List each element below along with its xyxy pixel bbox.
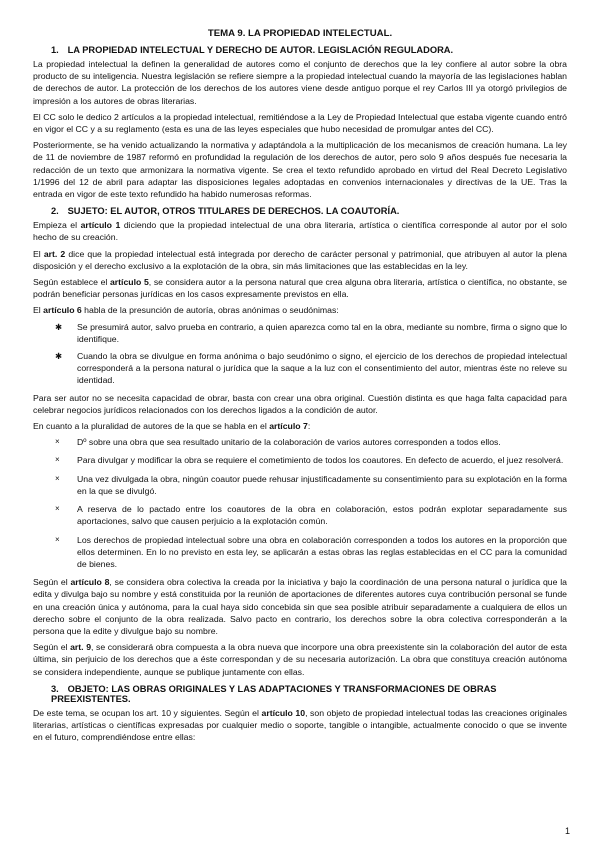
text: , se considera autor a la persona natural que crea alguna obra literaria, artística o científica, no obstante, se podrán beneficiar personas jurídicas en los casos expresamente previstos en ella.	[33, 277, 567, 300]
bullet-cross-icon: ×	[55, 504, 60, 514]
section-title: LA PROPIEDAD INTELECTUAL Y DERECHO DE AUTOR. LEGISLACIÓN REGULADORA.	[67, 45, 454, 55]
list-item	[33, 503, 567, 527]
paragraph: La propiedad intelectual la definen la generalidad de autores como el conjunto de derechos que la ley confiere al autor sobre la obra producto de su inteligencia. Nuestra legislación se refiere siempre a la propiedad intelectual cuando la mayoría de las legislaciones hablan de derechos de autor. La protección de los derechos de los autores viene desde antiguo porque el rey Carlos III ya otorgó privilegios de impresión a los autores de obras literarias.	[33, 59, 567, 106]
presumption-list	[33, 321, 567, 387]
text: El	[33, 248, 44, 259]
paragraph: Para ser autor no se necesita capacidad de obrar, basta con crear una obra original. Cuestión distinta es que haga falta capacidad para celebrar negocios jurídicos relacionados con los derechos ligados a la condición de autor.	[33, 392, 567, 415]
list-item-text: A reserva de lo pactado entre los coautores de la obra en colaboración, estos podrán explotar separadamente sus aportaciones, salvo que causen perjuicio a la explotación común.	[77, 504, 567, 527]
list-item	[33, 350, 567, 387]
bullet-star-icon: ✱	[55, 321, 63, 332]
list-item-text: Cuando la obra se divulgue en forma anónima o bajo seudónimo o signo, el ejercicio de los derechos de propiedad intelectual corresponderá a la persona natural o jurídica que la saque a la luz con el consentimiento del autor, mientras éste no releve su identidad.	[77, 351, 567, 386]
list-item	[33, 473, 567, 497]
text: diciendo que la propiedad intelectual de una obra literaria, artística o científica corresponde al autor por el solo hecho de su creación.	[33, 220, 568, 243]
document-title: TEMA 9. LA PROPIEDAD INTELECTUAL.	[207, 28, 393, 39]
text: El	[33, 305, 44, 316]
section-number: 1.	[51, 45, 59, 55]
bullet-cross-icon: ×	[55, 455, 60, 465]
text: , son objeto de propiedad intelectual todas las creaciones originales literarias, artísticas o científicas expresadas por cualquier medio o soporte, tangible o intangible, actualmente conocido o que se invente en el futuro, comprendiéndose entre ellas:	[33, 707, 567, 743]
section-number: 2.	[51, 206, 59, 217]
text: , se considerará obra compuesta a la obra nueva que incorpore una obra preexistente sin la colaboración del autor de esta última, sin perjuicio de los derechos que a éste correspondan y de su necesaria autorización. La obra que constituya creación autónoma se considera independiente, aunque se publique juntamente con ellas.	[33, 642, 567, 677]
bullet-cross-icon: ×	[55, 437, 60, 447]
page-number: 1	[564, 826, 570, 836]
article-reference: artículo 6	[43, 305, 82, 316]
text: Según el	[33, 577, 71, 588]
list-item	[33, 321, 567, 345]
article-reference: artículo 1	[80, 220, 121, 231]
section-title: OBJETO: LAS OBRAS ORIGINALES Y LAS ADAPTACIONES Y TRANSFORMACIONES DE OBRAS PREEXISTENTES.	[51, 683, 497, 704]
text: En cuanto a la pluralidad de autores de la que se habla en el	[33, 421, 270, 432]
list-item	[33, 436, 567, 448]
coauthorship-list	[33, 436, 567, 570]
paragraph	[33, 276, 567, 300]
article-reference: artículo 7	[269, 421, 308, 432]
text: , se considera obra colectiva la creada por la iniciativa y bajo la coordinación de una persona natural o jurídica que la edita y divulga bajo su nombre y está constituida por la reunión de aportaciones de diferentes autores cuya contribución personal se funde en una creación única y autónoma, para la cual haya sido concebida sin que sea posible atribuir separadamente a cualquiera de ellos un derecho sobre el conjunto de la obra realizada. Salvo pacto en contrario, los derechos sobre la obra colectiva corresponderán a la persona que la edite y divulgue bajo su nombre.	[33, 577, 568, 636]
bullet-cross-icon: ×	[55, 473, 60, 483]
text: Según el	[33, 642, 71, 653]
text: habla de la presunción de autoría, obras anónimas o seudónimas:	[81, 305, 339, 316]
bullet-star-icon: ✱	[55, 351, 63, 362]
list-item-text: Se presumirá autor, salvo prueba en contrario, a quien aparezca como tal en la obra, mediante su nombre, firma o signo que lo identifique.	[77, 321, 567, 344]
text: Empieza el	[33, 220, 81, 231]
paragraph	[33, 420, 567, 432]
paragraph	[33, 641, 567, 678]
article-reference: art. 2	[43, 248, 66, 259]
article-reference: art. 9	[70, 642, 92, 653]
paragraph	[33, 576, 567, 637]
article-reference: artículo 5	[109, 277, 149, 288]
section-number: 3.	[51, 683, 59, 694]
article-reference: artículo 8	[70, 577, 110, 588]
section-1-heading	[33, 45, 567, 55]
paragraph	[33, 248, 567, 272]
list-item	[33, 534, 567, 571]
bullet-cross-icon: ×	[55, 534, 60, 544]
section-title: SUJETO: EL AUTOR, OTROS TITULARES DE DERECHOS. LA COAUTORÍA.	[67, 206, 400, 217]
text: :	[307, 421, 311, 432]
list-item-text: Dº sobre una obra que sea resultado unitario de la colaboración de varios autores corresponden a todos ellos.	[77, 437, 501, 448]
text: Según establece el	[33, 277, 110, 288]
text: De este tema, se ocupan los art. 10 y siguientes. Según el	[33, 707, 262, 718]
paragraph	[33, 707, 567, 744]
paragraph: Posteriormente, se ha venido actualizando la normativa y adaptándola a la multiplicación de los mecanismos de creación humana. La ley de 11 de noviembre de 1987 reformó en profundidad la regulación de los derechos de autor, pero solo 9 años después fue necesaria la redacción de un texto que armonizara la normativa vigente. Se crea el texto refundido aprobado en virtud del Real Decreto Legislativo 1/1996 del 12 de abril para adaptar las disposiciones legales adoptadas en convenios internacionales y directivas de la UE. Tras la entrada en vigor de este texto refundido ha habido numerosas reformas.	[33, 140, 567, 200]
paragraph: El CC solo le dedico 2 artículos a la propiedad intelectual, remitiéndose a la Ley de Propiedad Intelectual que estaba vigente cuando entró en vigor el CC y a su reglamento (esta es una de las leyes especiales que hubo necesidad de promulgar antes del CC).	[33, 111, 567, 135]
list-item-text: Para divulgar y modificar la obra se requiere el cometimiento de todos los coautores. En defecto de acuerdo, el juez resolverá.	[77, 455, 564, 466]
list-item	[33, 454, 567, 466]
article-reference: artículo 10	[261, 707, 306, 718]
text: dice que la propiedad intelectual está integrada por derecho de carácter personal y patrimonial, que atribuyen al autor la plena disposición y el derecho exclusivo a la explotación de la obra, sin más limitaciones que las establecidas en la ley.	[33, 248, 568, 271]
section-3-heading	[33, 684, 567, 704]
document-page	[33, 28, 567, 747]
paragraph	[33, 304, 567, 316]
list-item-text: Una vez divulgada la obra, ningún coautor puede rehusar injustificadamente su consentimiento para su explotación en la forma en la que se divulgó.	[77, 473, 567, 496]
section-2-heading	[33, 206, 567, 216]
list-item-text: Los derechos de propiedad intelectual sobre una obra en colaboración corresponden a todos los autores en la proporción que ellos determinen. En lo no previsto en esta ley, se aplicarán a estas obras las reglas establecidas en el CC para la comunidad de bienes.	[77, 534, 567, 569]
paragraph	[33, 219, 567, 243]
